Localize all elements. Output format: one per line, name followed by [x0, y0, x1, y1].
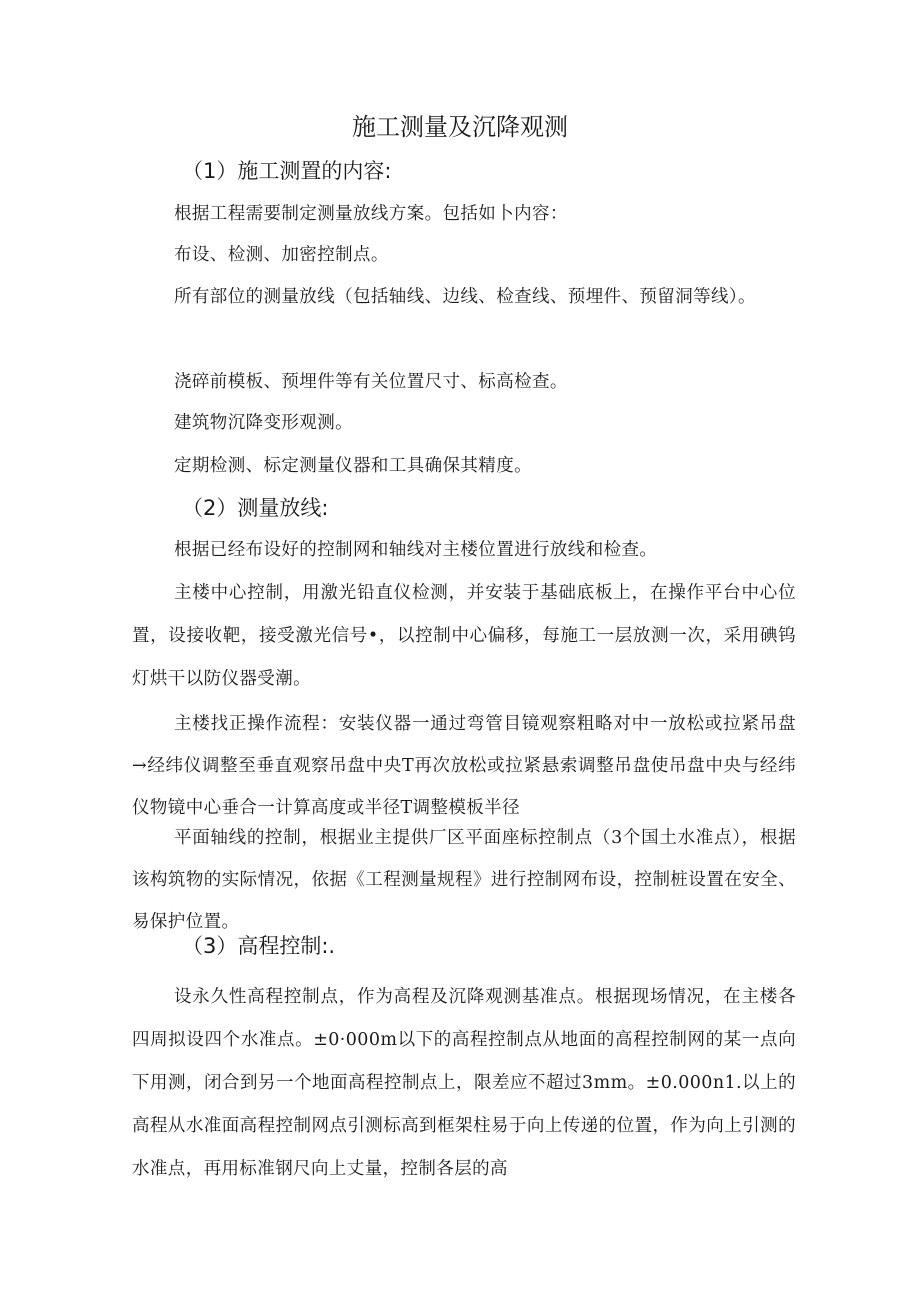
- document-title: 施工测量及沉降观测: [352, 113, 568, 141]
- section-heading-content: （1）施工测置的内容:: [182, 159, 392, 183]
- paragraph: 浇碎前模板、预埋件等有关位置尺寸、标高检查。: [174, 372, 568, 392]
- paragraph: 布设、检测、加密控制点。: [174, 245, 389, 265]
- paragraph: 根据已经布设好的控制网和轴线对主楼位置进行放线和检查。: [174, 540, 658, 560]
- section-heading-elevation: （3）高程控制:.: [182, 934, 336, 958]
- paragraph: 平面轴线的控制，根据业主提供厂区平面座标控制点（3个国土水准点），根据该构筑物的实际情况，依据《工程测量规程》进行控制网布设，控制桩设置在安全、易保护位置。: [132, 828, 796, 932]
- paragraph: 定期检测、标定测量仪器和工具确保其精度。: [174, 456, 532, 476]
- paragraph: 建筑物沉降变形观测。: [174, 413, 353, 433]
- paragraph: 主楼中心控制，用激光铅直仪检测，并安装于基础底板上，在操作平台中心位置，设接收靶，接受激光信号•，以控制中心偏移，每施工一层放测一次，采用碘钨灯烘干以防仪器受潮。: [132, 583, 796, 689]
- paragraph: 所有部位的测量放线（包括轴线、边线、检查线、预埋件、预留洞等线）。: [174, 287, 756, 307]
- paragraph: 设永久性高程控制点，作为高程及沉降观测基准点。根据现场情况，在主楼各四周拟设四个水准点。±0·000m以下的高程控制点从地面的高程控制网的某一点向下用测，闭合到另一个地面高程控制点上，限差应不超过3mm。±0.000n1.以上的高程从水准面高程控制网点引测标高到框架柱易于向上传递的位置，作为向上引测的水准点，再用标准钢尺向上丈量，控制各层的高: [132, 987, 796, 1179]
- paragraph: 根据工程需要制定测量放线方案。包括如卜内容：: [174, 204, 568, 224]
- paragraph: 主楼找正操作流程：安装仪器一通过弯管目镜观察粗略对中一放松或拉紧吊盘→经纬仪调整至垂直观察吊盘中央T再次放松或拉紧悬索调整吊盘使吊盘中央与经纬仪物镜中心垂合一计算高度或半径T调整模板半径: [132, 714, 796, 818]
- section-heading-layout: （2）测量放线:: [182, 496, 329, 520]
